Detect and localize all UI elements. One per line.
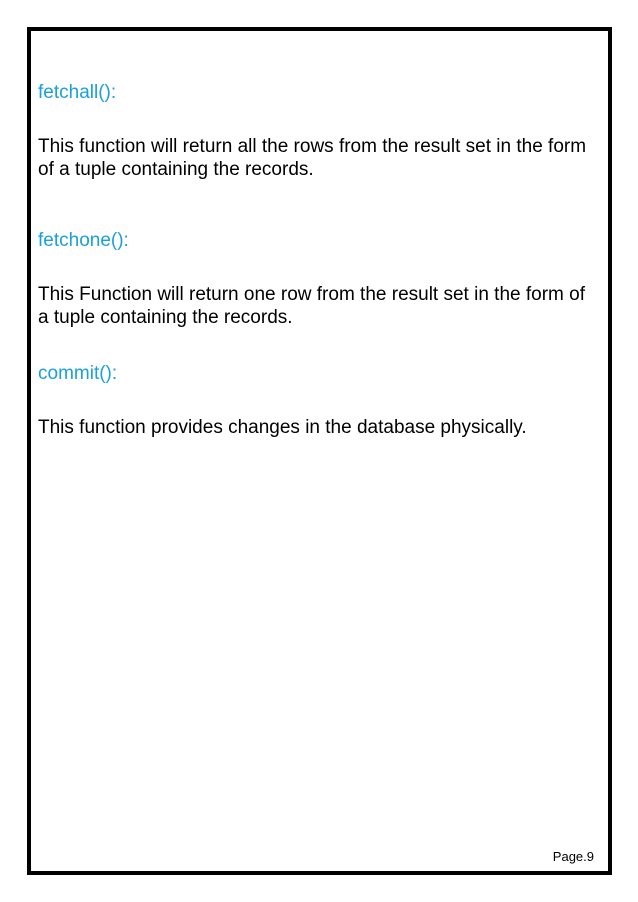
commit-description: This function provides changes in the database physically. (38, 417, 527, 438)
fetchone-description: This Function will return one row from the result set in the form of a tuple containing the records. (38, 284, 585, 328)
fetchone-heading: fetchone(): (38, 230, 129, 251)
fetchall-description: This function will return all the rows from the result set in the form of a tuple containing the records. (38, 136, 587, 180)
page-number: Page.9 (552, 849, 594, 864)
fetchall-heading: fetchall(): (38, 82, 117, 103)
commit-heading: commit(): (38, 363, 118, 384)
